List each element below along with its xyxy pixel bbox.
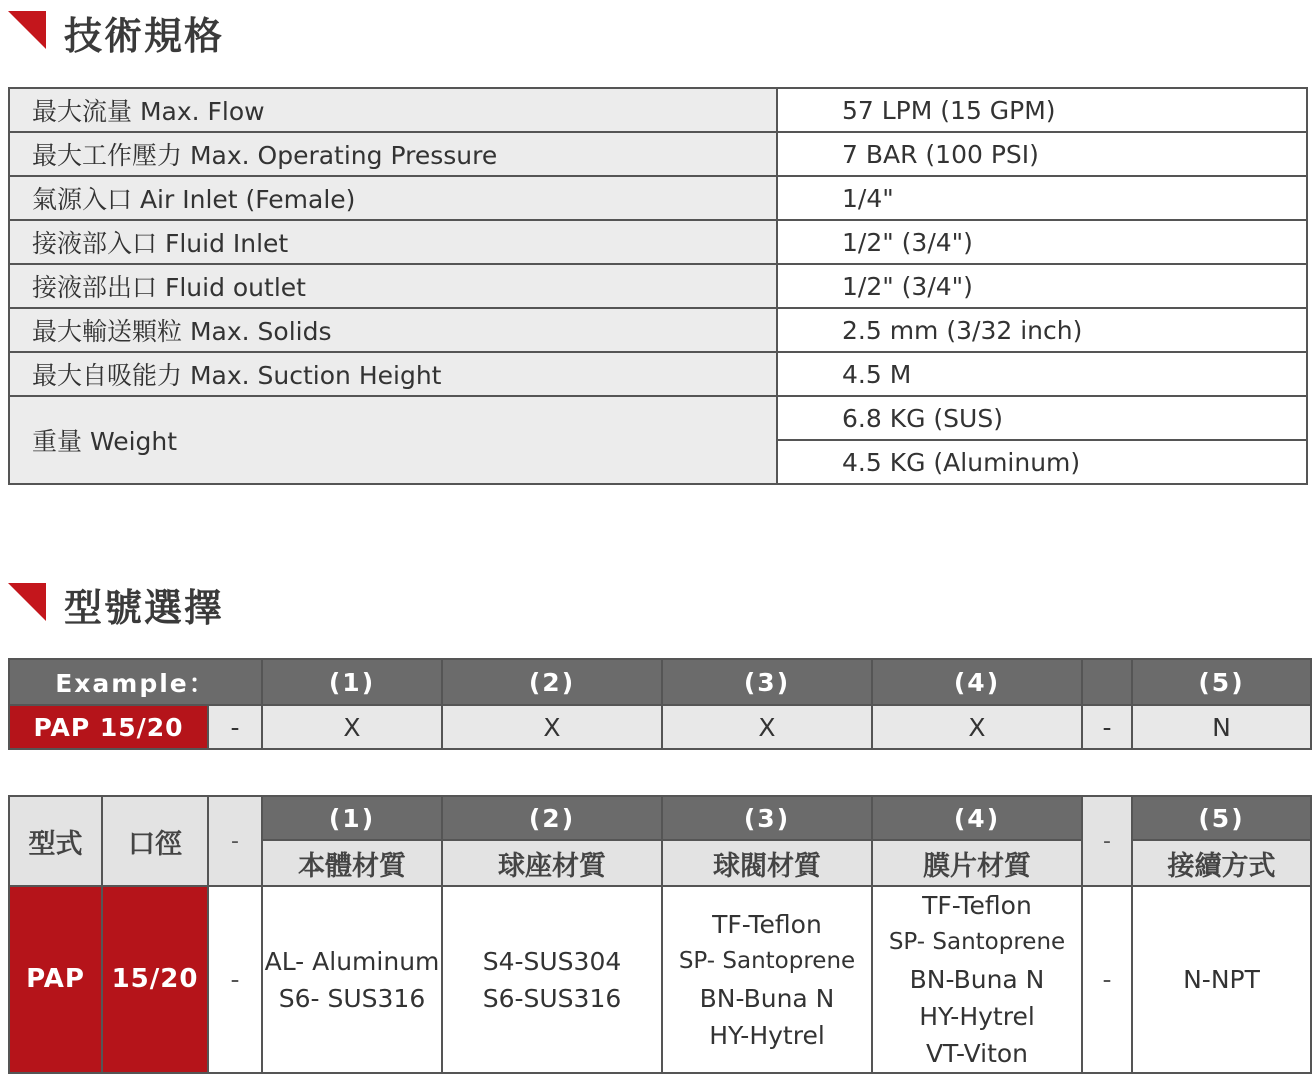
- col-1-number: (1): [262, 796, 442, 840]
- model-section-title: [8, 576, 224, 632]
- example-dash: -: [208, 705, 262, 749]
- option-item: HY-Hytrel: [709, 1020, 825, 1050]
- col-5-number: (5): [1132, 796, 1311, 840]
- example-table: [8, 658, 1312, 750]
- option-item: TF-Teflon: [712, 909, 822, 939]
- option-item: BN-Buna N: [699, 983, 835, 1013]
- dash-header: -: [208, 796, 262, 886]
- spec-value: 1/2" (3/4"): [777, 264, 1307, 308]
- spec-row-weight: [9, 396, 1307, 440]
- model-body-row: [9, 886, 1311, 1073]
- option-item: S4-SUS304: [482, 946, 622, 976]
- type-header: 型式: [9, 796, 102, 886]
- weight-value-aluminum: 4.5 KG (Aluminum): [777, 440, 1307, 484]
- spec-title-text: 技術規格: [64, 13, 225, 58]
- option-item: TF-Teflon: [922, 891, 1032, 920]
- spec-row: [9, 132, 1307, 176]
- example-header-row: [9, 659, 1311, 705]
- size-value: 15/20: [102, 886, 208, 1073]
- spec-row: [9, 220, 1307, 264]
- spec-label: 最大工作壓力 Max. Operating Pressure: [9, 132, 777, 176]
- col-1-options: [262, 886, 442, 1073]
- dash-cell: -: [208, 886, 262, 1073]
- model-table: [8, 795, 1312, 1074]
- red-triangle-icon: [8, 583, 46, 621]
- example-value-row: [9, 705, 1311, 749]
- option-item: SP- Santoprene: [888, 929, 1066, 955]
- spec-value: 4.5 M: [777, 352, 1307, 396]
- spec-value: 57 LPM (15 GPM): [777, 88, 1307, 132]
- spec-table: [8, 87, 1308, 485]
- example-col-2: (2): [442, 659, 662, 705]
- spec-row: [9, 352, 1307, 396]
- weight-value-sus: 6.8 KG (SUS): [777, 396, 1307, 440]
- weight-label: 重量 Weight: [9, 396, 777, 484]
- spec-label: 最大自吸能力 Max. Suction Height: [9, 352, 777, 396]
- col-3-options: [662, 886, 872, 1073]
- col-4-options: [872, 886, 1082, 1073]
- option-item: S6- SUS316: [278, 983, 426, 1013]
- option-item: N-NPT: [1183, 965, 1260, 994]
- spec-row: [9, 88, 1307, 132]
- example-col-4: (4): [872, 659, 1082, 705]
- size-header: 口徑: [102, 796, 208, 886]
- example-dash: -: [1082, 705, 1132, 749]
- spec-label: 最大流量 Max. Flow: [9, 88, 777, 132]
- option-item: S6-SUS316: [482, 983, 622, 1013]
- option-item: AL- Aluminum: [264, 946, 440, 976]
- spec-row: [9, 308, 1307, 352]
- option-item: SP- Santoprene: [678, 947, 856, 974]
- dash-cell: -: [1082, 886, 1132, 1073]
- spec-label: 接液部出口 Fluid outlet: [9, 264, 777, 308]
- col-2-options: [442, 886, 662, 1073]
- spec-value: 7 BAR (100 PSI): [777, 132, 1307, 176]
- spec-label: 氣源入口 Air Inlet (Female): [9, 176, 777, 220]
- example-col-3: (3): [662, 659, 872, 705]
- col-2-name: 球座材質: [442, 840, 662, 886]
- col-3-name: 球閥材質: [662, 840, 872, 886]
- example-col-1: (1): [262, 659, 442, 705]
- example-value-5: N: [1132, 705, 1311, 749]
- example-label: Example：: [9, 659, 262, 705]
- col-1-name: 本體材質: [262, 840, 442, 886]
- example-model: PAP 15/20: [9, 705, 208, 749]
- example-value-2: X: [442, 705, 662, 749]
- spec-row: [9, 264, 1307, 308]
- col-3-number: (3): [662, 796, 872, 840]
- spec-label: 最大輸送顆粒 Max. Solids: [9, 308, 777, 352]
- col-4-number: (4): [872, 796, 1082, 840]
- spec-section-title: [8, 4, 224, 60]
- example-value-4: X: [872, 705, 1082, 749]
- type-value: PAP: [9, 886, 102, 1073]
- spec-label: 接液部入口 Fluid Inlet: [9, 220, 777, 264]
- spec-value: 2.5 mm (3/32 inch): [777, 308, 1307, 352]
- col-5-options: [1132, 886, 1311, 1073]
- col-4-name: 膜片材質: [872, 840, 1082, 886]
- model-header-row: [9, 796, 1311, 840]
- dash-header: -: [1082, 796, 1132, 886]
- example-col-5: (5): [1132, 659, 1311, 705]
- option-item: BN-Buna N: [909, 965, 1045, 994]
- red-triangle-icon: [8, 11, 46, 49]
- example-value-1: X: [262, 705, 442, 749]
- option-item: VT-Viton: [925, 1039, 1029, 1068]
- example-col-dash: [1082, 659, 1132, 705]
- col-5-name: 接續方式: [1132, 840, 1311, 886]
- spec-value: 1/4": [777, 176, 1307, 220]
- example-value-3: X: [662, 705, 872, 749]
- col-2-number: (2): [442, 796, 662, 840]
- spec-row: [9, 176, 1307, 220]
- spec-value: 1/2" (3/4"): [777, 220, 1307, 264]
- option-item: HY-Hytrel: [919, 1002, 1035, 1031]
- model-title-text: 型號選擇: [64, 585, 225, 630]
